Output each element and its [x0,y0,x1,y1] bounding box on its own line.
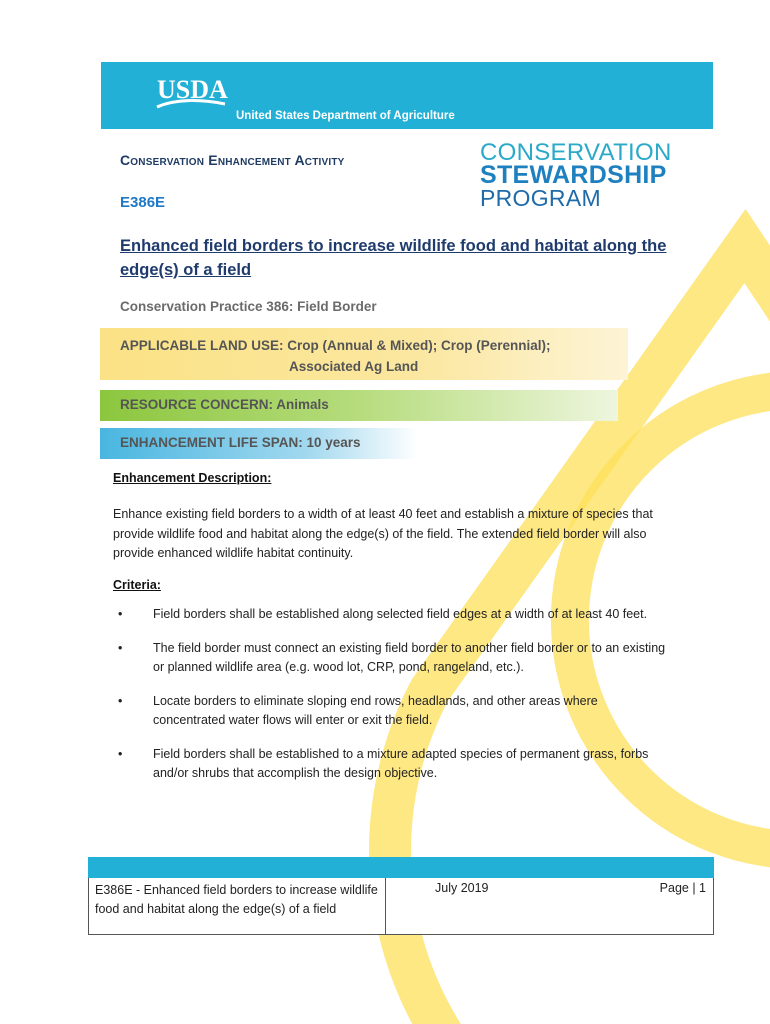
bullet-icon: • [118,693,123,708]
footer-doc-title: E386E - Enhanced field borders to increase wildlife food and habitat along the edge(s) of a field [95,883,378,916]
csp-line-3: PROGRAM [480,184,601,211]
description-heading: Enhancement Description: [113,471,272,485]
list-item [113,639,673,678]
land-use-line-2: Associated Ag Land [289,359,419,374]
list-item [113,605,673,625]
criteria-list [113,605,673,798]
criteria-item-text: Locate borders to eliminate sloping end rows, headlands, and other areas where concentrated water flows will enter or exit the field. [153,693,598,727]
page-number: Page | 1 [659,881,706,895]
footer-divider [385,878,386,934]
enhancement-code: E386E [120,194,166,211]
criteria-heading: Criteria: [113,578,161,592]
usda-logo: USDA [157,75,228,104]
list-item [113,692,673,731]
csp-line-1: CONSERVATION [480,139,672,166]
criteria-item-text: The field border must connect an existing field border to another field border or to an existing or planned wildlife area (e.g. wood lot, CRP, pond, rangeland, etc.). [153,640,666,674]
bullet-icon: • [118,640,123,655]
bullet-icon: • [118,607,123,621]
csp-line-2: STEWARDSHIP [480,161,667,190]
conservation-practice: Conservation Practice 386: Field Border [120,299,377,314]
footer-bar [88,857,714,878]
resource-concern: RESOURCE CONCERN: Animals [120,397,329,412]
land-use-line-1: APPLICABLE LAND USE: Crop (Annual & Mixed); Crop (Perennial); [120,338,551,353]
list-item [113,745,673,784]
criteria-item-text: Field borders shall be established along selected field edges at a width of at least 40 feet. [153,607,648,621]
footer-date: July 2019 [435,881,489,895]
description-text: Enhance existing field borders to a width of at least 40 feet and establish a mixture of species that provide wildlife food and habitat along the edge(s) of the field. The extended field border will also provide enhanced wildlife habitat continuity. [113,507,653,560]
enhancement-life-span: ENHANCEMENT LIFE SPAN: 10 years [120,435,361,450]
criteria-item-text: Field borders shall be established to a mixture adapted species of permanent grass, forbs and/or shrubs that accomplish the design objective. [153,746,649,780]
activity-label: Conservation Enhancement Activity [120,152,345,168]
conservation-stewardship-program-logo [480,139,672,211]
bullet-icon: • [118,746,123,761]
footer-table [88,878,714,935]
usda-swoosh-icon [155,98,227,110]
usda-banner [101,62,713,129]
department-name: United States Department of Agriculture [236,110,455,122]
enhancement-title: Enhanced field borders to increase wildlife food and habitat along the edge(s) of a field [120,237,667,279]
